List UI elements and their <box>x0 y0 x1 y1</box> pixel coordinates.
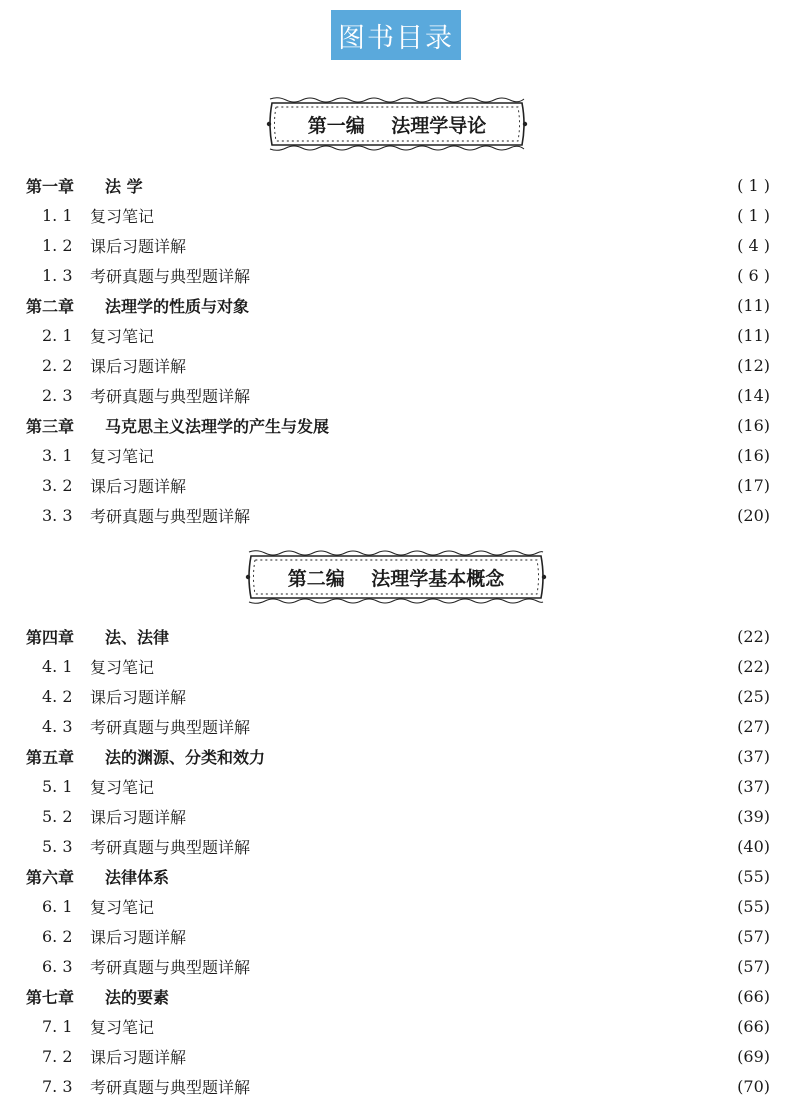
toc-section-row[interactable] <box>26 200 770 230</box>
dot-leader <box>192 477 712 493</box>
section-title: 考研真题与典型题详解 <box>90 957 251 977</box>
section-number: 5. 2 <box>42 806 73 826</box>
page-number: (20) <box>737 505 770 525</box>
dot-leader <box>175 988 712 1004</box>
toc-section-row[interactable] <box>26 440 770 470</box>
toc-chapter-row[interactable] <box>26 981 770 1011</box>
section-number: 2. 1 <box>42 325 73 345</box>
page-number: (11) <box>737 325 770 345</box>
section-number: 5. 3 <box>42 836 73 856</box>
page-number: (14) <box>737 385 770 405</box>
section-title: 考研真题与典型题详解 <box>90 266 251 286</box>
toc-section-row[interactable] <box>26 1071 770 1101</box>
toc-section-row[interactable] <box>26 771 770 801</box>
toc-section-row[interactable] <box>26 891 770 921</box>
page-number: (69) <box>737 1046 770 1066</box>
chapter-title: 法律体系 <box>105 867 170 887</box>
section-number: 1. 3 <box>42 265 73 285</box>
toc-chapter-row[interactable] <box>26 290 770 320</box>
dot-leader <box>160 778 712 794</box>
dot-leader <box>256 267 712 283</box>
page-number: (22) <box>737 626 770 646</box>
page-number: ( 6 ) <box>737 265 770 285</box>
chapter-number: 第二章 <box>26 296 75 316</box>
section-number: 4. 3 <box>42 716 73 736</box>
page-number: ( 4 ) <box>737 235 770 255</box>
chapter-title: 法理学的性质与对象 <box>105 296 250 316</box>
toc-section-row[interactable] <box>26 711 770 741</box>
dot-leader <box>192 808 712 824</box>
toc-section-row[interactable] <box>26 380 770 410</box>
toc-section-row[interactable] <box>26 951 770 981</box>
dot-leader <box>160 447 712 463</box>
part-heading-frame <box>266 95 528 153</box>
chapter-title: 法的要素 <box>105 987 170 1007</box>
section-title: 课后习题详解 <box>90 807 187 827</box>
chapter-title: 法、法律 <box>105 627 170 647</box>
dot-leader <box>175 628 712 644</box>
section-title: 复习笔记 <box>90 206 155 226</box>
section-number: 4. 1 <box>42 656 73 676</box>
toc-section-row[interactable] <box>26 1011 770 1041</box>
section-number: 2. 2 <box>42 355 73 375</box>
chapter-number: 第四章 <box>26 627 75 647</box>
page-number: (66) <box>737 1016 770 1036</box>
dot-leader <box>160 207 712 223</box>
section-number: 6. 3 <box>42 956 73 976</box>
chapter-title: 马克思主义法理学的产生与发展 <box>105 416 330 436</box>
dot-leader <box>255 297 712 313</box>
dot-leader <box>256 507 712 523</box>
part-title: 第一编 法理学导论 <box>307 114 487 137</box>
page-number: (55) <box>737 866 770 886</box>
section-number: 7. 3 <box>42 1076 73 1096</box>
part-title: 第二编 法理学基本概念 <box>287 567 505 590</box>
page-number: (40) <box>737 836 770 856</box>
page-number: (70) <box>737 1076 770 1096</box>
chapter-title: 法的渊源、分类和效力 <box>105 747 266 767</box>
toc-section-row[interactable] <box>26 230 770 260</box>
section-title: 复习笔记 <box>90 446 155 466</box>
toc-section-row[interactable] <box>26 921 770 951</box>
toc-section-row[interactable] <box>26 260 770 290</box>
page-number: (17) <box>737 475 770 495</box>
chapter-number: 第三章 <box>26 416 75 436</box>
page-number: (55) <box>737 896 770 916</box>
section-title: 课后习题详解 <box>90 687 187 707</box>
section-number: 3. 3 <box>42 505 73 525</box>
section-number: 6. 1 <box>42 896 73 916</box>
section-number: 6. 2 <box>42 926 73 946</box>
toc-banner: 图书目录 <box>331 10 461 60</box>
page-number: (66) <box>737 986 770 1006</box>
page-number: (37) <box>737 776 770 796</box>
dot-leader <box>160 658 712 674</box>
dot-leader <box>256 1078 712 1094</box>
section-title: 考研真题与典型题详解 <box>90 506 251 526</box>
chapter-title: 法 学 <box>105 176 143 196</box>
dot-leader <box>192 1048 712 1064</box>
dot-leader <box>271 748 712 764</box>
page-number: (16) <box>737 445 770 465</box>
section-title: 复习笔记 <box>90 1017 155 1037</box>
section-number: 4. 2 <box>42 686 73 706</box>
section-number: 3. 2 <box>42 475 73 495</box>
toc-part-2 <box>26 621 770 1101</box>
toc-chapter-row[interactable] <box>26 621 770 651</box>
dot-leader <box>335 417 712 433</box>
page-number: (12) <box>737 355 770 375</box>
section-number: 1. 1 <box>42 205 73 225</box>
section-title: 课后习题详解 <box>90 236 187 256</box>
section-title: 考研真题与典型题详解 <box>90 1077 251 1097</box>
page-number: ( 1 ) <box>737 205 770 225</box>
toc-section-row[interactable] <box>26 320 770 350</box>
dot-leader <box>192 237 712 253</box>
section-title: 课后习题详解 <box>90 927 187 947</box>
toc-section-row[interactable] <box>26 801 770 831</box>
toc-chapter-row[interactable] <box>26 861 770 891</box>
toc-part-1 <box>26 170 770 530</box>
section-title: 复习笔记 <box>90 657 155 677</box>
section-title: 考研真题与典型题详解 <box>90 717 251 737</box>
dot-leader <box>256 838 712 854</box>
chapter-number: 第七章 <box>26 987 75 1007</box>
page-number: (57) <box>737 956 770 976</box>
page-number: (22) <box>737 656 770 676</box>
dot-leader <box>192 688 712 704</box>
page-number: (25) <box>737 686 770 706</box>
dot-leader <box>160 327 712 343</box>
section-number: 2. 3 <box>42 385 73 405</box>
page-number: (57) <box>737 926 770 946</box>
dot-leader <box>160 1018 712 1034</box>
section-title: 课后习题详解 <box>90 1047 187 1067</box>
toc-section-row[interactable] <box>26 470 770 500</box>
page-number: (11) <box>737 295 770 315</box>
dot-leader <box>192 928 712 944</box>
chapter-number: 第六章 <box>26 867 75 887</box>
section-number: 1. 2 <box>42 235 73 255</box>
section-number: 7. 2 <box>42 1046 73 1066</box>
dot-leader <box>149 177 712 193</box>
toc-section-row[interactable] <box>26 651 770 681</box>
toc-section-row[interactable] <box>26 500 770 530</box>
dot-leader <box>175 868 712 884</box>
dot-leader <box>256 387 712 403</box>
section-number: 7. 1 <box>42 1016 73 1036</box>
chapter-number: 第一章 <box>26 176 75 196</box>
part-heading-frame <box>245 548 547 606</box>
page-number: (39) <box>737 806 770 826</box>
toc-chapter-row[interactable] <box>26 170 770 200</box>
dot-leader <box>192 357 712 373</box>
section-number: 5. 1 <box>42 776 73 796</box>
section-title: 考研真题与典型题详解 <box>90 837 251 857</box>
dot-leader <box>160 898 712 914</box>
toc-section-row[interactable] <box>26 831 770 861</box>
page-number: ( 1 ) <box>737 175 770 195</box>
page-number: (37) <box>737 746 770 766</box>
page-number: (16) <box>737 415 770 435</box>
dot-leader <box>256 958 712 974</box>
toc-chapter-row[interactable] <box>26 410 770 440</box>
toc-section-row[interactable] <box>26 350 770 380</box>
section-title: 复习笔记 <box>90 326 155 346</box>
chapter-number: 第五章 <box>26 747 75 767</box>
section-number: 3. 1 <box>42 445 73 465</box>
section-title: 复习笔记 <box>90 897 155 917</box>
section-title: 复习笔记 <box>90 777 155 797</box>
section-title: 课后习题详解 <box>90 356 187 376</box>
toc-chapter-row[interactable] <box>26 741 770 771</box>
toc-section-row[interactable] <box>26 681 770 711</box>
section-title: 课后习题详解 <box>90 476 187 496</box>
dot-leader <box>256 718 712 734</box>
toc-section-row[interactable] <box>26 1041 770 1071</box>
page-number: (27) <box>737 716 770 736</box>
section-title: 考研真题与典型题详解 <box>90 386 251 406</box>
